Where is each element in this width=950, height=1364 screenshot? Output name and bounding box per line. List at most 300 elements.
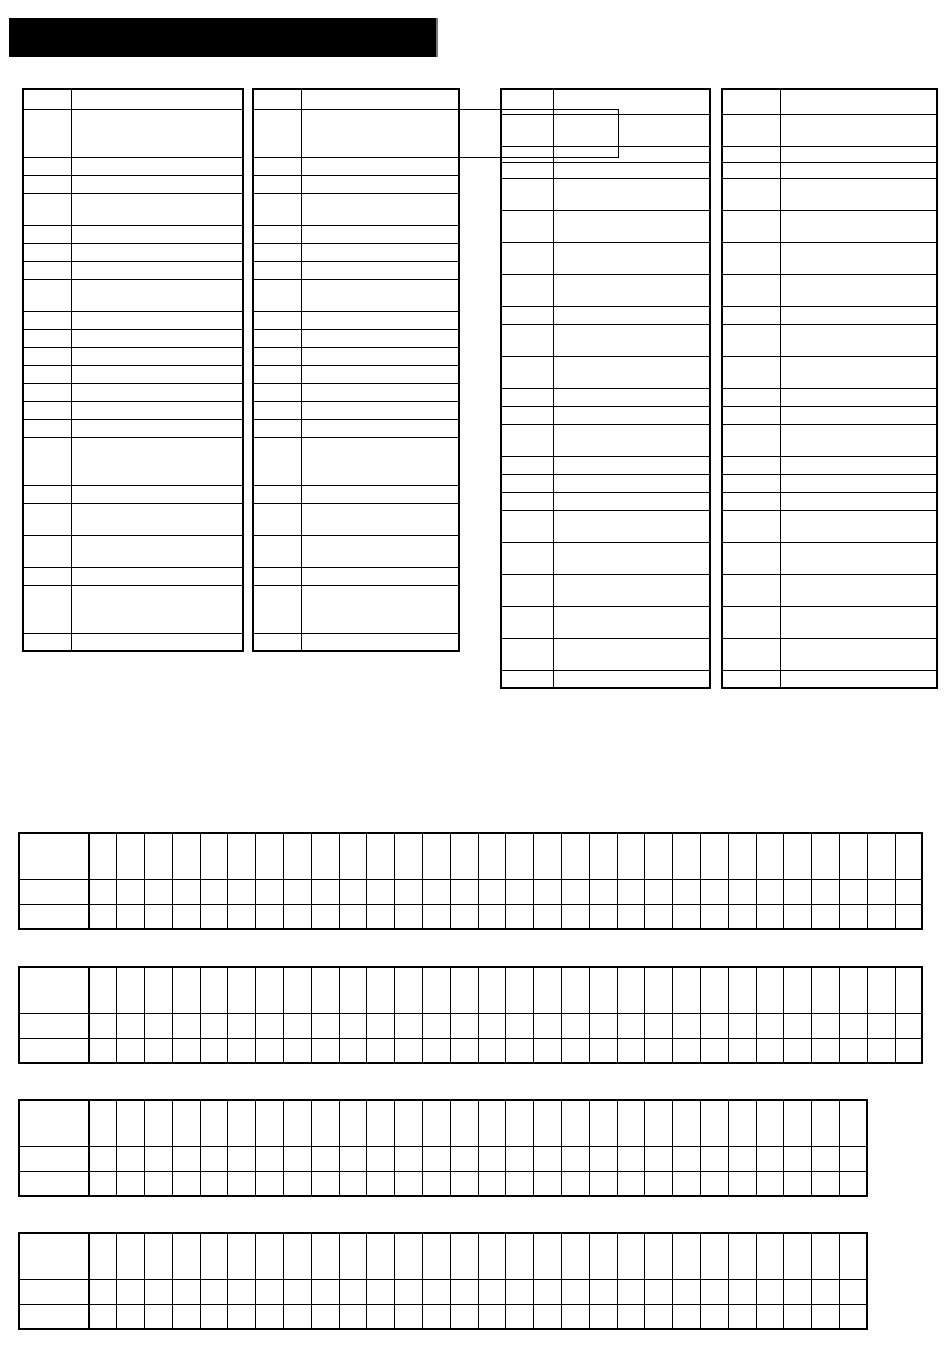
entry-cell-1[interactable] (253, 485, 301, 503)
entry-cell-2[interactable] (301, 279, 459, 311)
entry-cell-13[interactable] (395, 1038, 423, 1063)
entry-cell-10[interactable] (311, 1279, 339, 1304)
entry-cell-14[interactable] (423, 904, 451, 929)
entry-cell-28[interactable] (812, 1304, 840, 1329)
entry-cell-19[interactable] (562, 879, 590, 904)
entry-cell-29[interactable] (840, 1279, 868, 1304)
entry-cell-23[interactable] (673, 1038, 701, 1063)
entry-cell-18[interactable] (534, 904, 562, 929)
entry-cell-1[interactable] (23, 437, 71, 485)
entry-cell-2[interactable] (89, 904, 117, 929)
entry-cell-21[interactable] (617, 1146, 645, 1171)
entry-cell-2[interactable] (780, 406, 937, 424)
entry-cell-4[interactable] (145, 1038, 173, 1063)
entry-cell-22[interactable] (645, 1013, 673, 1038)
entry-cell-29[interactable] (840, 1171, 868, 1196)
entry-cell-18[interactable] (534, 1146, 562, 1171)
entry-cell-7[interactable] (228, 904, 256, 929)
entry-cell-18[interactable] (534, 1038, 562, 1063)
entry-cell-28[interactable] (812, 1279, 840, 1304)
entry-cell-2[interactable] (301, 347, 459, 365)
entry-cell-21[interactable] (617, 1304, 645, 1329)
entry-cell-2[interactable] (301, 175, 459, 193)
entry-cell-1[interactable] (253, 347, 301, 365)
entry-cell-29[interactable] (840, 1304, 868, 1329)
entry-cell-21[interactable] (617, 879, 645, 904)
entry-cell-15[interactable] (450, 1146, 478, 1171)
entry-cell-20[interactable] (589, 1171, 617, 1196)
entry-cell-1[interactable] (501, 574, 553, 606)
entry-cell-8[interactable] (256, 1304, 284, 1329)
entry-cell-2[interactable] (301, 633, 459, 651)
entry-cell-4[interactable] (145, 1146, 173, 1171)
entry-cell-21[interactable] (617, 1279, 645, 1304)
entry-cell-5[interactable] (172, 879, 200, 904)
entry-cell-27[interactable] (784, 1038, 812, 1063)
entry-cell-1[interactable] (253, 225, 301, 243)
entry-cell-12[interactable] (367, 1304, 395, 1329)
entry-cell-8[interactable] (256, 1038, 284, 1063)
entry-cell-2[interactable] (301, 437, 459, 485)
entry-cell-31[interactable] (895, 904, 922, 929)
entry-cell-24[interactable] (701, 1304, 729, 1329)
entry-cell-19[interactable] (562, 1146, 590, 1171)
entry-cell-26[interactable] (756, 1013, 784, 1038)
entry-cell-2[interactable] (301, 225, 459, 243)
entry-cell-24[interactable] (701, 904, 729, 929)
entry-cell-13[interactable] (395, 879, 423, 904)
entry-cell-2[interactable] (71, 419, 243, 437)
entry-cell-25[interactable] (728, 1146, 756, 1171)
entry-cell-13[interactable] (395, 1279, 423, 1304)
entry-cell-4[interactable] (145, 1013, 173, 1038)
entry-cell-1[interactable] (19, 1279, 89, 1304)
entry-cell-7[interactable] (228, 1038, 256, 1063)
entry-cell-2[interactable] (301, 535, 459, 567)
entry-cell-26[interactable] (756, 1304, 784, 1329)
entry-cell-3[interactable] (117, 904, 145, 929)
entry-cell-4[interactable] (145, 904, 173, 929)
entry-cell-1[interactable] (19, 1038, 89, 1063)
entry-cell-1[interactable] (253, 279, 301, 311)
entry-cell-20[interactable] (589, 1304, 617, 1329)
entry-cell-2[interactable] (71, 585, 243, 633)
entry-cell-2[interactable] (71, 347, 243, 365)
entry-cell-2[interactable] (301, 157, 459, 175)
entry-cell-4[interactable] (145, 1304, 173, 1329)
entry-cell-2[interactable] (553, 492, 710, 510)
entry-cell-9[interactable] (284, 1013, 312, 1038)
entry-cell-24[interactable] (701, 1279, 729, 1304)
entry-cell-17[interactable] (506, 1279, 534, 1304)
entry-cell-2[interactable] (71, 567, 243, 585)
entry-cell-28[interactable] (812, 904, 840, 929)
entry-cell-29[interactable] (840, 879, 868, 904)
entry-cell-1[interactable] (19, 1146, 89, 1171)
entry-cell-2[interactable] (71, 633, 243, 651)
entry-cell-27[interactable] (784, 1171, 812, 1196)
entry-cell-2[interactable] (71, 311, 243, 329)
entry-cell-2[interactable] (780, 114, 937, 146)
entry-cell-24[interactable] (701, 1013, 729, 1038)
entry-cell-1[interactable] (23, 401, 71, 419)
entry-cell-2[interactable] (301, 419, 459, 437)
entry-cell-2[interactable] (780, 324, 937, 356)
entry-cell-2[interactable] (89, 1304, 117, 1329)
entry-cell-1[interactable] (722, 146, 780, 162)
entry-cell-11[interactable] (339, 879, 367, 904)
entry-cell-10[interactable] (311, 1146, 339, 1171)
entry-cell-5[interactable] (172, 1304, 200, 1329)
entry-cell-2[interactable] (780, 388, 937, 406)
entry-cell-1[interactable] (501, 178, 553, 210)
entry-cell-14[interactable] (423, 1038, 451, 1063)
entry-cell-27[interactable] (784, 1304, 812, 1329)
entry-cell-1[interactable] (722, 210, 780, 242)
entry-cell-28[interactable] (812, 1038, 840, 1063)
entry-cell-12[interactable] (367, 1146, 395, 1171)
entry-cell-11[interactable] (339, 1038, 367, 1063)
entry-cell-13[interactable] (395, 1304, 423, 1329)
entry-cell-9[interactable] (284, 1171, 312, 1196)
entry-cell-8[interactable] (256, 879, 284, 904)
entry-cell-2[interactable] (301, 585, 459, 633)
entry-cell-19[interactable] (562, 904, 590, 929)
entry-cell-1[interactable] (253, 567, 301, 585)
entry-cell-1[interactable] (253, 503, 301, 535)
entry-cell-2[interactable] (301, 243, 459, 261)
entry-cell-12[interactable] (367, 1013, 395, 1038)
entry-cell-24[interactable] (701, 1171, 729, 1196)
entry-cell-2[interactable] (71, 279, 243, 311)
entry-cell-25[interactable] (728, 1304, 756, 1329)
entry-cell-27[interactable] (784, 1013, 812, 1038)
entry-cell-2[interactable] (89, 879, 117, 904)
entry-cell-2[interactable] (71, 485, 243, 503)
entry-cell-8[interactable] (256, 1146, 284, 1171)
entry-cell-31[interactable] (895, 879, 922, 904)
entry-cell-19[interactable] (562, 1279, 590, 1304)
entry-cell-25[interactable] (728, 879, 756, 904)
entry-cell-8[interactable] (256, 1013, 284, 1038)
entry-cell-2[interactable] (89, 1038, 117, 1063)
entry-cell-2[interactable] (301, 193, 459, 225)
entry-cell-2[interactable] (301, 567, 459, 585)
entry-cell-2[interactable] (553, 274, 710, 306)
entry-cell-1[interactable] (501, 456, 553, 474)
entry-cell-24[interactable] (701, 1146, 729, 1171)
entry-cell-2[interactable] (71, 365, 243, 383)
entry-cell-1[interactable] (722, 670, 780, 688)
entry-cell-28[interactable] (812, 1013, 840, 1038)
entry-cell-22[interactable] (645, 904, 673, 929)
entry-cell-20[interactable] (589, 1038, 617, 1063)
entry-cell-2[interactable] (553, 324, 710, 356)
entry-cell-31[interactable] (895, 1013, 922, 1038)
entry-cell-1[interactable] (253, 383, 301, 401)
entry-cell-1[interactable] (23, 585, 71, 633)
entry-cell-1[interactable] (722, 114, 780, 146)
entry-cell-7[interactable] (228, 1279, 256, 1304)
entry-cell-18[interactable] (534, 1304, 562, 1329)
entry-cell-24[interactable] (701, 1038, 729, 1063)
entry-cell-26[interactable] (756, 1279, 784, 1304)
entry-cell-2[interactable] (553, 574, 710, 606)
entry-cell-20[interactable] (589, 1146, 617, 1171)
entry-cell-11[interactable] (339, 1013, 367, 1038)
entry-cell-10[interactable] (311, 1304, 339, 1329)
entry-cell-1[interactable] (23, 109, 71, 157)
entry-cell-2[interactable] (71, 243, 243, 261)
entry-cell-4[interactable] (145, 1171, 173, 1196)
entry-cell-2[interactable] (71, 383, 243, 401)
entry-cell-3[interactable] (117, 1013, 145, 1038)
entry-cell-1[interactable] (501, 274, 553, 306)
entry-cell-7[interactable] (228, 1013, 256, 1038)
entry-cell-5[interactable] (172, 1146, 200, 1171)
entry-cell-2[interactable] (553, 162, 710, 178)
entry-cell-1[interactable] (253, 401, 301, 419)
entry-cell-1[interactable] (23, 157, 71, 175)
entry-cell-1[interactable] (19, 1013, 89, 1038)
entry-cell-2[interactable] (780, 492, 937, 510)
entry-cell-1[interactable] (722, 162, 780, 178)
entry-cell-1[interactable] (23, 419, 71, 437)
entry-cell-1[interactable] (722, 542, 780, 574)
entry-cell-20[interactable] (589, 904, 617, 929)
entry-cell-10[interactable] (311, 879, 339, 904)
entry-cell-2[interactable] (780, 162, 937, 178)
entry-cell-2[interactable] (301, 109, 459, 157)
entry-cell-1[interactable] (253, 243, 301, 261)
entry-cell-5[interactable] (172, 904, 200, 929)
entry-cell-11[interactable] (339, 1304, 367, 1329)
entry-cell-26[interactable] (756, 1038, 784, 1063)
entry-cell-2[interactable] (780, 638, 937, 670)
entry-cell-1[interactable] (253, 193, 301, 225)
entry-cell-25[interactable] (728, 1013, 756, 1038)
entry-cell-1[interactable] (501, 638, 553, 670)
entry-cell-2[interactable] (301, 311, 459, 329)
entry-cell-3[interactable] (117, 1304, 145, 1329)
entry-cell-22[interactable] (645, 1304, 673, 1329)
entry-cell-21[interactable] (617, 1013, 645, 1038)
entry-cell-1[interactable] (501, 474, 553, 492)
entry-cell-1[interactable] (501, 324, 553, 356)
entry-cell-2[interactable] (780, 306, 937, 324)
entry-cell-1[interactable] (722, 356, 780, 388)
entry-cell-14[interactable] (423, 1304, 451, 1329)
entry-cell-16[interactable] (478, 1304, 506, 1329)
entry-cell-28[interactable] (812, 1146, 840, 1171)
entry-cell-12[interactable] (367, 904, 395, 929)
entry-cell-1[interactable] (501, 510, 553, 542)
entry-cell-1[interactable] (501, 542, 553, 574)
entry-cell-23[interactable] (673, 1279, 701, 1304)
entry-cell-6[interactable] (200, 1304, 228, 1329)
entry-cell-1[interactable] (722, 178, 780, 210)
entry-cell-22[interactable] (645, 1146, 673, 1171)
entry-cell-15[interactable] (450, 1013, 478, 1038)
entry-cell-22[interactable] (645, 1279, 673, 1304)
entry-cell-1[interactable] (19, 879, 89, 904)
entry-cell-2[interactable] (553, 606, 710, 638)
entry-cell-13[interactable] (395, 1146, 423, 1171)
entry-cell-13[interactable] (395, 904, 423, 929)
entry-cell-31[interactable] (895, 1038, 922, 1063)
entry-cell-1[interactable] (722, 606, 780, 638)
entry-cell-20[interactable] (589, 879, 617, 904)
entry-cell-10[interactable] (311, 904, 339, 929)
entry-cell-7[interactable] (228, 1171, 256, 1196)
entry-cell-1[interactable] (501, 210, 553, 242)
entry-cell-16[interactable] (478, 1146, 506, 1171)
entry-cell-29[interactable] (840, 1013, 868, 1038)
entry-cell-30[interactable] (867, 1038, 895, 1063)
entry-cell-1[interactable] (23, 503, 71, 535)
entry-cell-28[interactable] (812, 879, 840, 904)
entry-cell-1[interactable] (19, 1304, 89, 1329)
entry-cell-2[interactable] (89, 1146, 117, 1171)
entry-cell-1[interactable] (23, 567, 71, 585)
entry-cell-2[interactable] (780, 146, 937, 162)
entry-cell-1[interactable] (253, 535, 301, 567)
entry-cell-1[interactable] (722, 406, 780, 424)
entry-cell-4[interactable] (145, 1279, 173, 1304)
entry-cell-21[interactable] (617, 1171, 645, 1196)
entry-cell-3[interactable] (117, 1146, 145, 1171)
entry-cell-1[interactable] (23, 261, 71, 279)
entry-cell-25[interactable] (728, 1038, 756, 1063)
entry-cell-1[interactable] (23, 347, 71, 365)
entry-cell-1[interactable] (23, 485, 71, 503)
entry-cell-2[interactable] (553, 406, 710, 424)
entry-cell-28[interactable] (812, 1171, 840, 1196)
entry-cell-2[interactable] (301, 365, 459, 383)
entry-cell-23[interactable] (673, 1013, 701, 1038)
entry-cell-2[interactable] (780, 424, 937, 456)
entry-cell-1[interactable] (253, 311, 301, 329)
entry-cell-19[interactable] (562, 1304, 590, 1329)
entry-cell-2[interactable] (553, 424, 710, 456)
entry-cell-26[interactable] (756, 904, 784, 929)
entry-cell-1[interactable] (253, 261, 301, 279)
entry-cell-5[interactable] (172, 1038, 200, 1063)
entry-cell-1[interactable] (722, 456, 780, 474)
entry-cell-6[interactable] (200, 1146, 228, 1171)
entry-cell-2[interactable] (553, 178, 710, 210)
entry-cell-16[interactable] (478, 1038, 506, 1063)
entry-cell-30[interactable] (867, 879, 895, 904)
entry-cell-1[interactable] (23, 365, 71, 383)
entry-cell-1[interactable] (501, 424, 553, 456)
entry-cell-9[interactable] (284, 1146, 312, 1171)
entry-cell-11[interactable] (339, 1171, 367, 1196)
entry-cell-1[interactable] (253, 585, 301, 633)
entry-cell-29[interactable] (840, 904, 868, 929)
entry-cell-27[interactable] (784, 904, 812, 929)
entry-cell-11[interactable] (339, 904, 367, 929)
entry-cell-2[interactable] (301, 401, 459, 419)
entry-cell-16[interactable] (478, 904, 506, 929)
entry-cell-1[interactable] (722, 474, 780, 492)
entry-cell-1[interactable] (19, 1171, 89, 1196)
entry-cell-14[interactable] (423, 1171, 451, 1196)
entry-cell-2[interactable] (780, 210, 937, 242)
entry-cell-1[interactable] (253, 157, 301, 175)
entry-cell-18[interactable] (534, 879, 562, 904)
entry-cell-1[interactable] (19, 904, 89, 929)
entry-cell-7[interactable] (228, 1146, 256, 1171)
entry-cell-2[interactable] (71, 109, 243, 157)
entry-cell-21[interactable] (617, 1038, 645, 1063)
entry-cell-1[interactable] (253, 437, 301, 485)
entry-cell-2[interactable] (553, 356, 710, 388)
entry-cell-17[interactable] (506, 1304, 534, 1329)
entry-cell-3[interactable] (117, 1038, 145, 1063)
entry-cell-26[interactable] (756, 1171, 784, 1196)
entry-cell-2[interactable] (553, 306, 710, 324)
entry-cell-2[interactable] (553, 388, 710, 406)
entry-cell-2[interactable] (71, 157, 243, 175)
entry-cell-6[interactable] (200, 1013, 228, 1038)
entry-cell-2[interactable] (553, 510, 710, 542)
entry-cell-18[interactable] (534, 1279, 562, 1304)
entry-cell-2[interactable] (71, 503, 243, 535)
entry-cell-1[interactable] (722, 492, 780, 510)
entry-cell-30[interactable] (867, 1013, 895, 1038)
entry-cell-16[interactable] (478, 1171, 506, 1196)
entry-cell-12[interactable] (367, 1038, 395, 1063)
entry-cell-6[interactable] (200, 1279, 228, 1304)
entry-cell-1[interactable] (501, 606, 553, 638)
entry-cell-4[interactable] (145, 879, 173, 904)
entry-cell-2[interactable] (780, 670, 937, 688)
entry-cell-12[interactable] (367, 1279, 395, 1304)
entry-cell-1[interactable] (501, 356, 553, 388)
entry-cell-8[interactable] (256, 904, 284, 929)
entry-cell-2[interactable] (301, 485, 459, 503)
entry-cell-3[interactable] (117, 1171, 145, 1196)
entry-cell-29[interactable] (840, 1146, 868, 1171)
entry-cell-14[interactable] (423, 1279, 451, 1304)
entry-cell-1[interactable] (722, 242, 780, 274)
entry-cell-1[interactable] (23, 329, 71, 347)
entry-cell-2[interactable] (553, 456, 710, 474)
entry-cell-23[interactable] (673, 1171, 701, 1196)
entry-cell-17[interactable] (506, 1013, 534, 1038)
entry-cell-2[interactable] (553, 242, 710, 274)
entry-cell-1[interactable] (722, 638, 780, 670)
entry-cell-18[interactable] (534, 1171, 562, 1196)
entry-cell-2[interactable] (780, 474, 937, 492)
entry-cell-17[interactable] (506, 1038, 534, 1063)
entry-cell-19[interactable] (562, 1171, 590, 1196)
entry-cell-27[interactable] (784, 879, 812, 904)
entry-cell-14[interactable] (423, 1013, 451, 1038)
entry-cell-1[interactable] (23, 311, 71, 329)
entry-cell-7[interactable] (228, 1304, 256, 1329)
entry-cell-10[interactable] (311, 1171, 339, 1196)
entry-cell-6[interactable] (200, 904, 228, 929)
entry-cell-15[interactable] (450, 1304, 478, 1329)
entry-cell-23[interactable] (673, 1146, 701, 1171)
entry-cell-5[interactable] (172, 1279, 200, 1304)
entry-cell-23[interactable] (673, 904, 701, 929)
entry-cell-1[interactable] (23, 279, 71, 311)
entry-cell-2[interactable] (553, 542, 710, 574)
entry-cell-2[interactable] (780, 606, 937, 638)
